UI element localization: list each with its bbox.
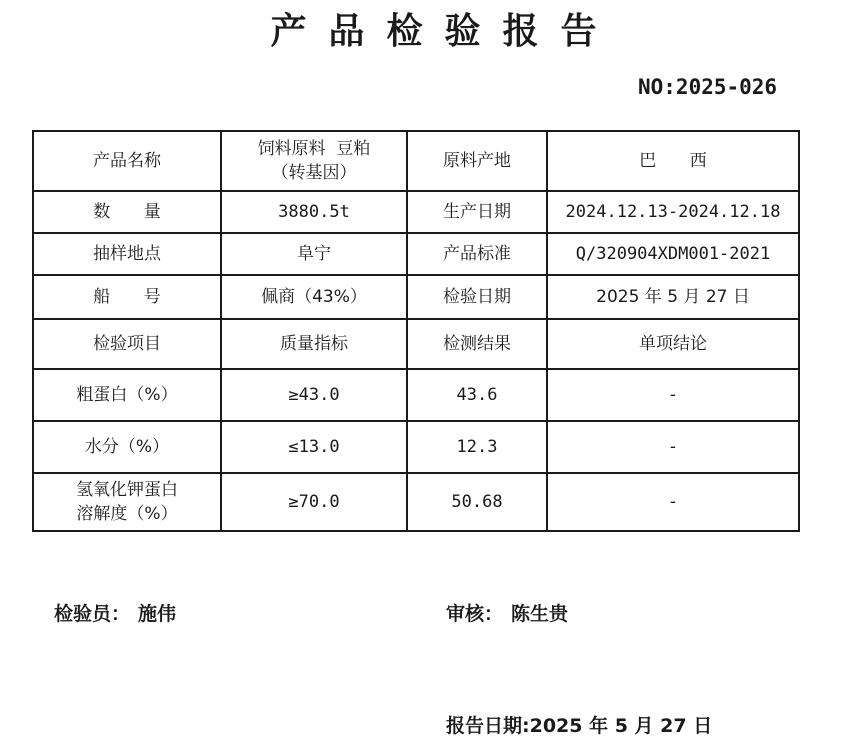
table-row <box>33 131 799 191</box>
table-cell: - <box>547 473 799 531</box>
table-cell: ≤13.0 <box>221 421 407 473</box>
report-title: 产品检验报告 <box>270 10 619 52</box>
table-row <box>33 275 799 319</box>
table-row <box>33 319 799 369</box>
table-cell: 检验项目 <box>33 319 221 369</box>
table-cell: 2024.12.13-2024.12.18 <box>547 191 799 233</box>
table-cell: 船 号 <box>33 275 221 319</box>
table-cell: 数 量 <box>33 191 221 233</box>
table-cell: 检测结果 <box>407 319 547 369</box>
report-date-value: 2025 年 5 月 27 日 <box>529 715 713 737</box>
reviewer-name: 陈生贵 <box>511 603 569 625</box>
reviewer-label: 审核： <box>446 603 504 625</box>
table-cell: 巴 西 <box>547 131 799 191</box>
table-row <box>33 233 799 275</box>
table-cell <box>33 473 221 531</box>
table-cell: 佩商（43%） <box>221 275 407 319</box>
table-row <box>33 473 799 531</box>
table-cell: ≥70.0 <box>221 473 407 531</box>
inspector-label: 检验员： <box>54 603 131 625</box>
inspection-table <box>32 130 800 532</box>
table-cell: 单项结论 <box>547 319 799 369</box>
table-cell: 质量指标 <box>221 319 407 369</box>
report-date <box>446 712 712 740</box>
reviewer-signature <box>446 600 568 628</box>
table-cell: 水分（%） <box>33 421 221 473</box>
product-name-line2: （转基因） <box>271 163 357 183</box>
table-cell: 产品标准 <box>407 233 547 275</box>
report-date-label: 报告日期: <box>446 715 530 737</box>
table-cell: 生产日期 <box>407 191 547 233</box>
table-cell: 抽样地点 <box>33 233 221 275</box>
table-cell: - <box>547 421 799 473</box>
table-cell: 阜宁 <box>221 233 407 275</box>
table-row <box>33 191 799 233</box>
product-name-line1: 饲料原料 豆粕 <box>257 139 371 159</box>
table-cell: 12.3 <box>407 421 547 473</box>
table-cell: 2025 年 5 月 27 日 <box>547 275 799 319</box>
inspector-signature <box>54 600 176 628</box>
table-cell: Q/320904XDM001-2021 <box>547 233 799 275</box>
table-cell: 50.68 <box>407 473 547 531</box>
table-row <box>33 369 799 421</box>
item-line2: 溶解度（%） <box>76 504 178 524</box>
report-number: NO:2025-026 <box>638 75 778 99</box>
table-row <box>33 421 799 473</box>
inspector-name: 施伟 <box>138 603 177 625</box>
table-cell: 原料产地 <box>407 131 547 191</box>
table-cell: - <box>547 369 799 421</box>
table-cell: 43.6 <box>407 369 547 421</box>
table-cell: 产品名称 <box>33 131 221 191</box>
table-cell: ≥43.0 <box>221 369 407 421</box>
table-cell: 检验日期 <box>407 275 547 319</box>
table-cell: 粗蛋白（%） <box>33 369 221 421</box>
table-cell: 3880.5t <box>221 191 407 233</box>
item-line1: 氢氧化钾蛋白 <box>76 480 178 500</box>
table-cell <box>221 131 407 191</box>
